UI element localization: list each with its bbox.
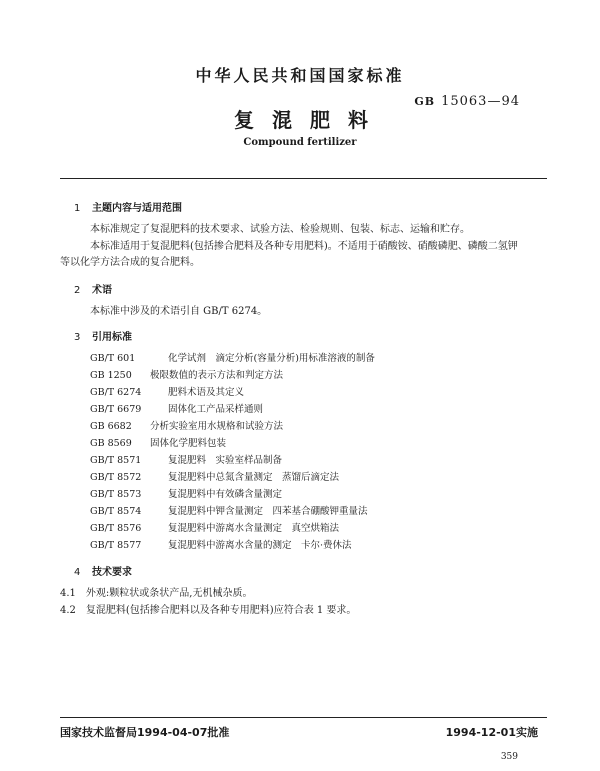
section-3-heading — [74, 328, 132, 343]
ref-title: 复混肥料中游离水含量测定 真空烘箱法 — [168, 523, 340, 534]
section-3-title: 引用标准 — [92, 332, 132, 343]
ref-title: 复混肥料中总氮含量测定 蒸馏后滴定法 — [168, 472, 340, 483]
ref-code: GB/T 8573 — [90, 489, 142, 500]
ref-code: GB/T 8571 — [90, 455, 142, 466]
ref-item — [90, 469, 339, 483]
ref-title: 复混肥料 实验室样品制备 — [168, 455, 283, 466]
section-2-number: 2 — [74, 285, 81, 296]
section-1-title: 主题内容与适用范围 — [92, 203, 182, 214]
ref-title: 固体化工产品采样通则 — [168, 404, 264, 415]
section-1-heading — [74, 199, 182, 214]
ref-code: GB/T 6274 — [90, 387, 142, 398]
ref-title: 固体化学肥料包装 — [150, 438, 227, 449]
ref-code: GB/T 8574 — [90, 506, 142, 517]
section-2-para-1: 本标准中涉及的术语引自 GB/T 6274。 — [90, 306, 268, 317]
ref-code: GB/T 8576 — [90, 523, 142, 534]
ref-title: 极限数值的表示方法和判定方法 — [150, 370, 284, 381]
section-3-number: 3 — [74, 332, 81, 343]
section-1-number: 1 — [74, 203, 81, 214]
ref-code: GB/T 8572 — [90, 472, 142, 483]
section-2-title: 术语 — [92, 285, 112, 296]
section-1-para-1: 本标准规定了复混肥料的技术要求、试验方法、检验规则、包装、标志、运输和贮存。 — [90, 224, 470, 235]
ref-item — [90, 435, 226, 449]
ref-title: 复混肥料中钾含量测定 四苯基合硼酸钾重量法 — [168, 506, 368, 517]
ref-title: 分析实验室用水规格和试验方法 — [150, 421, 284, 432]
ref-code: GB 1250 — [90, 370, 132, 381]
effective-date: 1994-12-01实施 — [445, 726, 538, 739]
section-2-heading — [74, 281, 112, 296]
ref-title: 化学试剂 滴定分析(容量分析)用标准溶液的制备 — [168, 353, 375, 364]
ref-item — [90, 418, 283, 432]
ref-code: GB/T 6679 — [90, 404, 142, 415]
ref-code: GB/T 8577 — [90, 540, 142, 551]
ref-title: 复混肥料中游离水含量的测定 卡尔·费休法 — [168, 540, 352, 551]
ref-title: 复混肥料中有效磷含量测定 — [168, 489, 283, 500]
section-4-title: 技术要求 — [92, 567, 132, 578]
ref-item — [90, 486, 282, 500]
ref-item — [90, 452, 282, 466]
ref-code: GB/T 601 — [90, 353, 136, 364]
section-4-heading — [74, 563, 132, 578]
ref-item — [90, 537, 352, 551]
section-4-number: 4 — [74, 567, 81, 578]
ref-item — [90, 503, 368, 517]
ref-item — [90, 520, 339, 534]
ref-item — [90, 350, 375, 364]
ref-code: GB 8569 — [90, 438, 132, 449]
section-1-para-2a: 本标准适用于复混肥料(包括掺合肥料及各种专用肥料)。不适用于硝酸铵、硝酸磷肥、磷酸二氢钾 — [90, 241, 518, 252]
ref-item — [90, 401, 263, 415]
standard-prefix: GB — [414, 95, 436, 108]
document-title: 复混肥料 — [234, 108, 386, 132]
section-1-para-2b: 等以化学方法合成的复合肥料。 — [60, 257, 200, 268]
issue-approval: 国家技术监督局1994-04-07批准 — [60, 726, 230, 739]
header-rule — [60, 178, 547, 179]
page-number: 359 — [500, 752, 518, 762]
ref-code: GB 6682 — [90, 421, 132, 432]
issuing-org: 中华人民共和国国家标准 — [195, 66, 405, 85]
ref-title: 肥料术语及其定义 — [168, 387, 245, 398]
footer-rule — [60, 717, 547, 718]
document-title-en: Compound fertilizer — [243, 137, 357, 148]
section-4-para-1: 4.1 外观:颗粒状或条状产品,无机械杂质。 — [60, 588, 253, 599]
ref-item — [90, 367, 283, 381]
standard-code: 15063—94 — [441, 94, 520, 109]
ref-item — [90, 384, 244, 398]
section-4-para-2: 4.2 复混肥料(包括掺合肥料以及各种专用肥料)应符合表 1 要求。 — [60, 605, 357, 616]
